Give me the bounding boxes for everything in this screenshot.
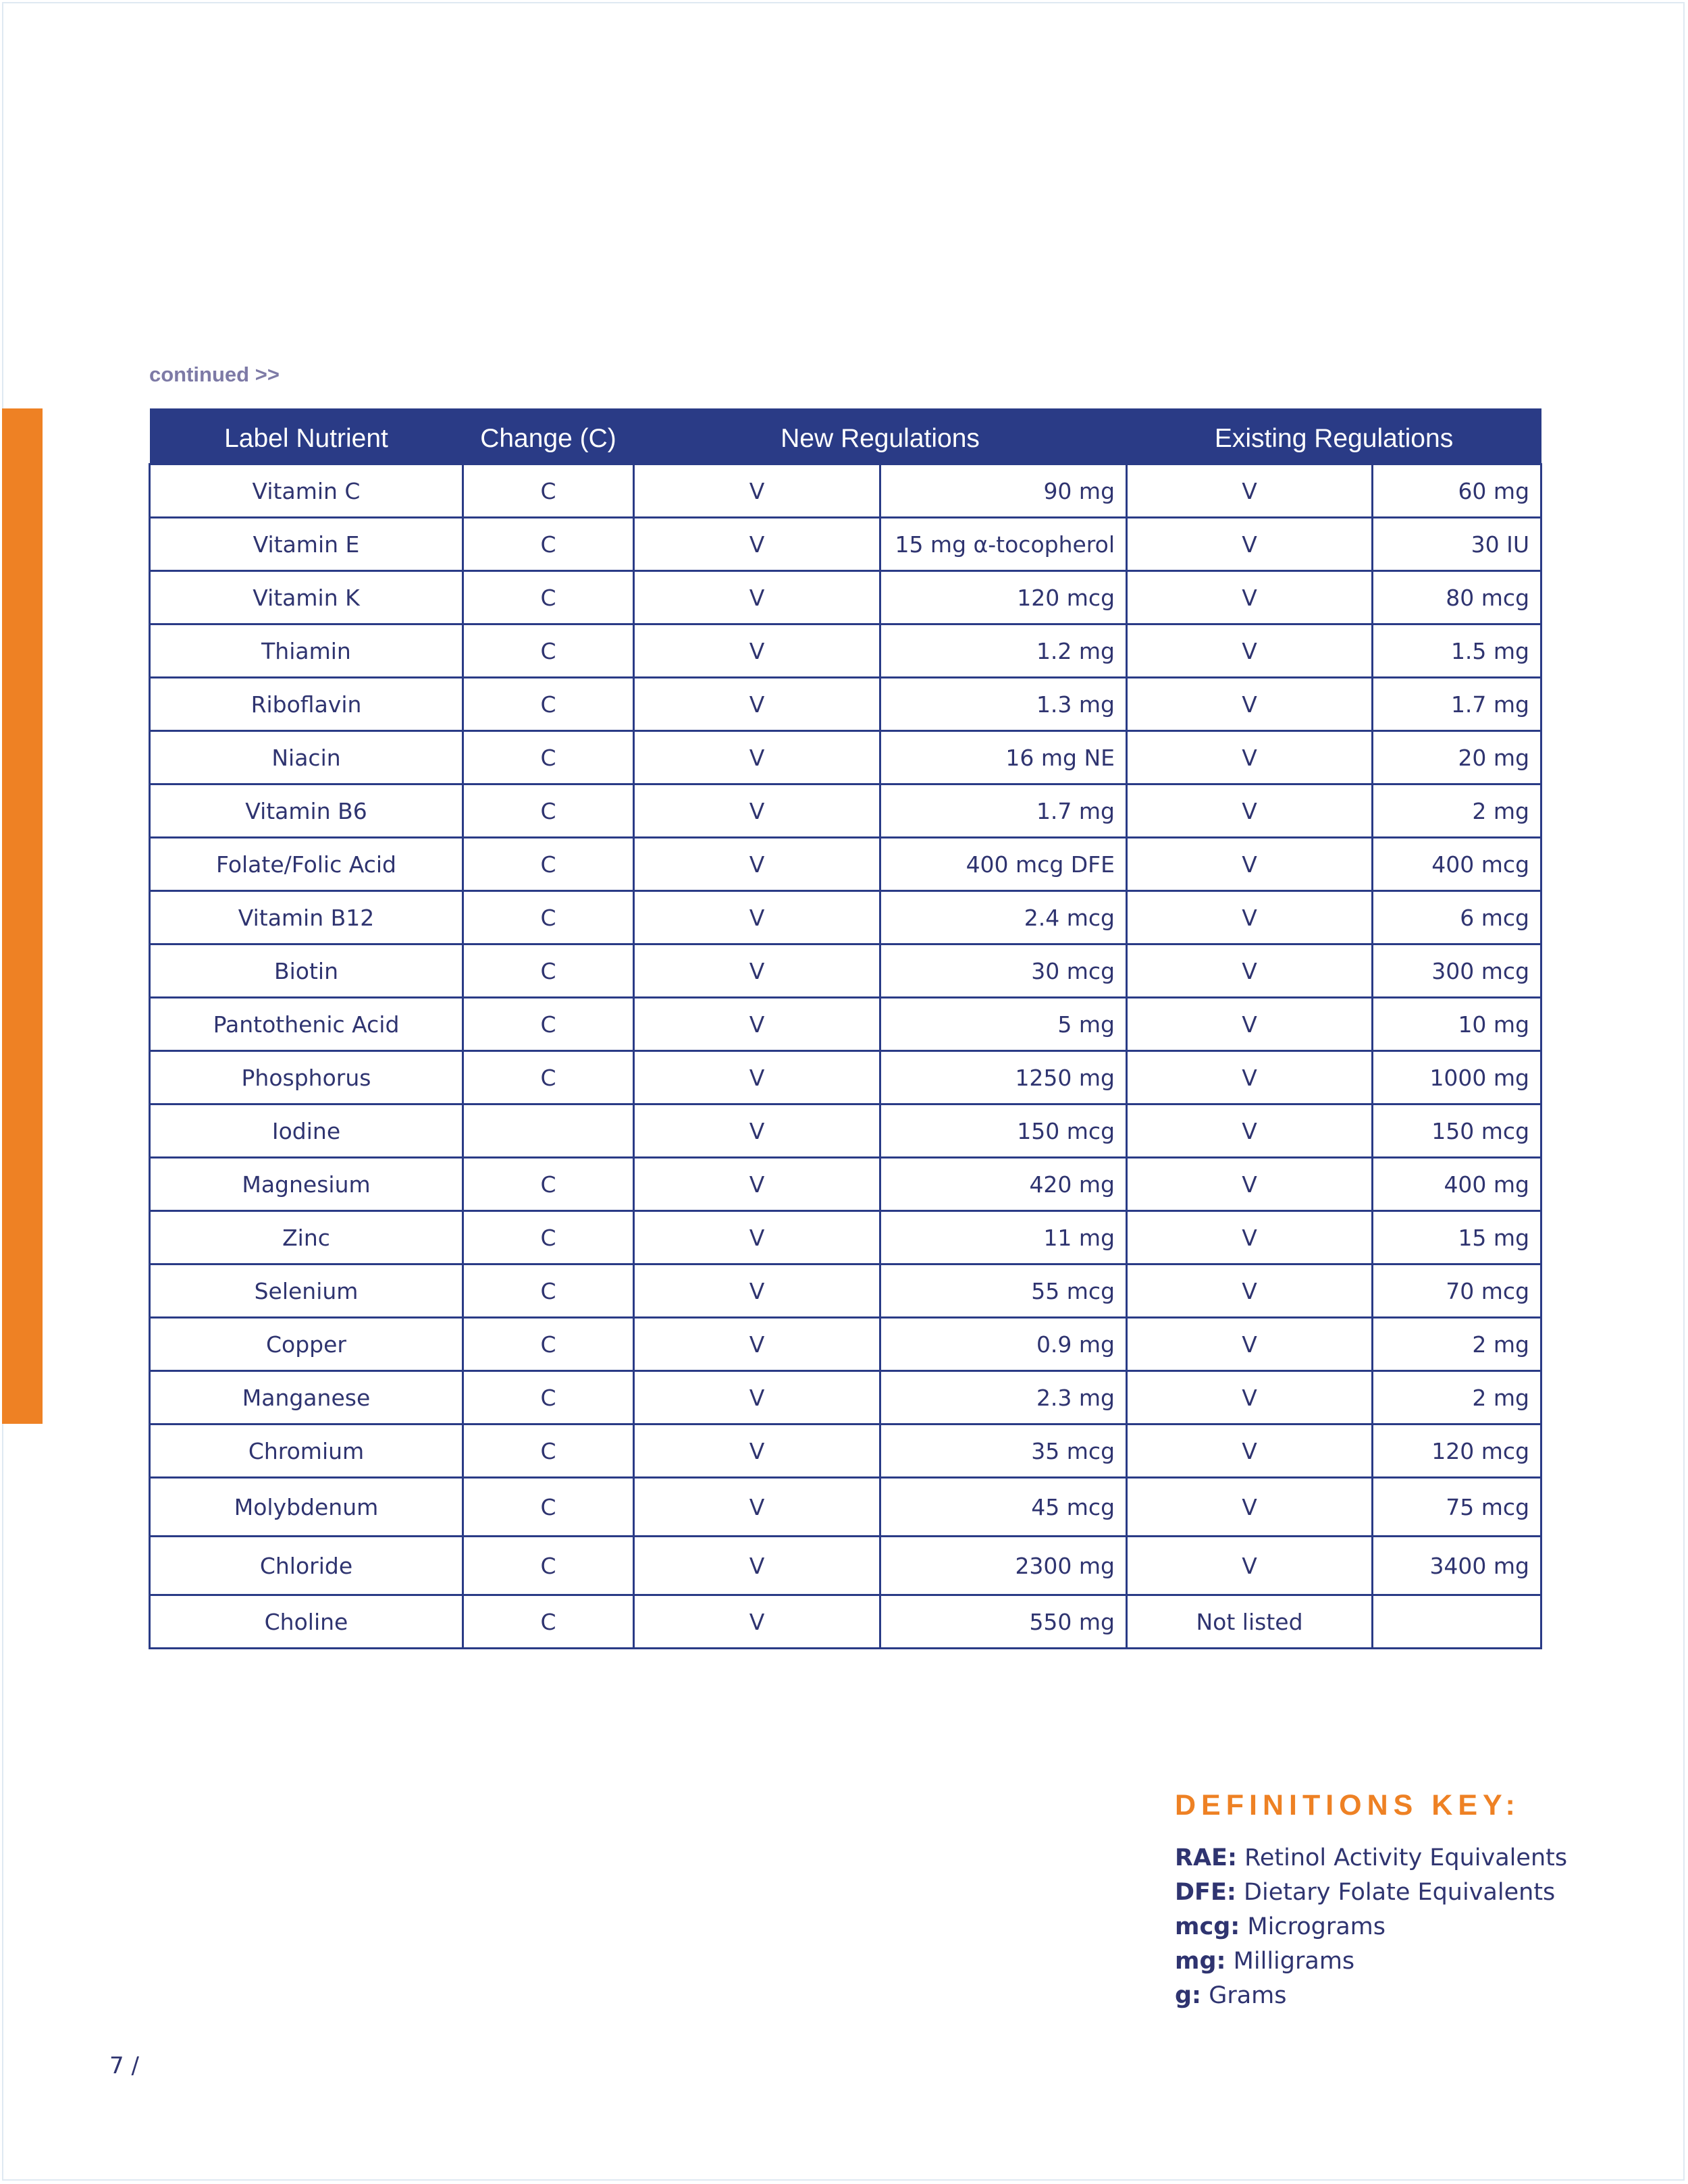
cell-change: C [463, 1595, 634, 1649]
cell-new-amount: 1.3 mg [880, 678, 1127, 731]
definition-meaning: Milligrams [1233, 1948, 1355, 1975]
cell-existing-amount: 400 mg [1373, 1158, 1541, 1211]
cell-change: C [463, 731, 634, 784]
definition-item [1175, 1944, 1567, 1979]
cell-existing-mark: V [1127, 891, 1373, 944]
cell-nutrient: Magnesium [150, 1158, 463, 1211]
cell-change: C [463, 891, 634, 944]
cell-nutrient: Vitamin E [150, 518, 463, 571]
orange-side-bar [2, 408, 43, 1424]
table-row [150, 1264, 1541, 1318]
continued-label: continued >> [149, 363, 280, 386]
cell-change: C [463, 518, 634, 571]
table-header-row [150, 410, 1541, 464]
cell-change: C [463, 998, 634, 1051]
cell-existing-mark: V [1127, 838, 1373, 891]
cell-existing-amount: 15 mg [1373, 1211, 1541, 1264]
cell-existing-mark: V [1127, 678, 1373, 731]
cell-new-mark: V [634, 731, 880, 784]
cell-nutrient: Vitamin B6 [150, 784, 463, 838]
table-row [150, 1051, 1541, 1104]
header-label-nutrient: Label Nutrient [150, 410, 463, 464]
cell-existing-mark: V [1127, 1051, 1373, 1104]
definition-meaning: Micrograms [1247, 1913, 1386, 1940]
cell-change: C [463, 678, 634, 731]
cell-change: C [463, 1211, 634, 1264]
definition-item [1175, 1875, 1567, 1910]
cell-existing-amount: 1000 mg [1373, 1051, 1541, 1104]
table-row [150, 1424, 1541, 1478]
cell-existing-mark: V [1127, 571, 1373, 624]
cell-nutrient: Phosphorus [150, 1051, 463, 1104]
cell-existing-amount: 2 mg [1373, 1318, 1541, 1371]
cell-new-mark: V [634, 891, 880, 944]
cell-new-mark: V [634, 1211, 880, 1264]
cell-new-amount: 35 mcg [880, 1424, 1127, 1478]
cell-existing-amount: 2 mg [1373, 1371, 1541, 1424]
definition-meaning: Retinol Activity Equivalents [1244, 1844, 1568, 1871]
definition-abbr: mcg: [1175, 1913, 1240, 1940]
cell-change: C [463, 1537, 634, 1595]
cell-new-amount: 5 mg [880, 998, 1127, 1051]
nutrient-table [149, 408, 1542, 1649]
cell-new-mark: V [634, 944, 880, 998]
table-row [150, 1104, 1541, 1158]
cell-existing-mark: V [1127, 1318, 1373, 1371]
cell-new-amount: 2.3 mg [880, 1371, 1127, 1424]
table-row [150, 1211, 1541, 1264]
definitions-key [1175, 1789, 1567, 2013]
table-row [150, 518, 1541, 571]
cell-nutrient: Manganese [150, 1371, 463, 1424]
cell-change: C [463, 1264, 634, 1318]
cell-existing-mark: V [1127, 1537, 1373, 1595]
cell-change: C [463, 838, 634, 891]
cell-nutrient: Vitamin B12 [150, 891, 463, 944]
cell-new-mark: V [634, 998, 880, 1051]
definition-item [1175, 1910, 1567, 1944]
cell-existing-mark: V [1127, 998, 1373, 1051]
cell-new-amount: 45 mcg [880, 1478, 1127, 1537]
table-row [150, 1318, 1541, 1371]
cell-new-mark: V [634, 678, 880, 731]
table-row [150, 1537, 1541, 1595]
cell-new-amount: 2300 mg [880, 1537, 1127, 1595]
table-row [150, 571, 1541, 624]
cell-new-amount: 1250 mg [880, 1051, 1127, 1104]
cell-existing-amount: 150 mcg [1373, 1104, 1541, 1158]
cell-existing-amount: 30 IU [1373, 518, 1541, 571]
cell-new-mark: V [634, 1537, 880, 1595]
cell-new-amount: 400 mcg DFE [880, 838, 1127, 891]
definition-meaning: Grams [1209, 1982, 1287, 2009]
cell-new-amount: 90 mg [880, 464, 1127, 518]
definitions-list [1175, 1841, 1567, 2013]
cell-new-mark: V [634, 1478, 880, 1537]
cell-new-mark: V [634, 1318, 880, 1371]
cell-new-mark: V [634, 571, 880, 624]
table-row [150, 731, 1541, 784]
cell-nutrient: Pantothenic Acid [150, 998, 463, 1051]
cell-existing-amount: 80 mcg [1373, 571, 1541, 624]
cell-nutrient: Chromium [150, 1424, 463, 1478]
cell-existing-amount: 70 mcg [1373, 1264, 1541, 1318]
cell-existing-mark: V [1127, 1371, 1373, 1424]
cell-existing-mark: V [1127, 624, 1373, 678]
table-body [150, 464, 1541, 1649]
cell-new-amount: 150 mcg [880, 1104, 1127, 1158]
cell-new-mark: V [634, 1264, 880, 1318]
page-number: 7 / [109, 2052, 139, 2079]
table-row [150, 944, 1541, 998]
cell-nutrient: Folate/Folic Acid [150, 838, 463, 891]
cell-existing-mark: Not listed [1127, 1595, 1373, 1649]
cell-change: C [463, 944, 634, 998]
cell-existing-amount: 3400 mg [1373, 1537, 1541, 1595]
cell-new-amount: 55 mcg [880, 1264, 1127, 1318]
table-row [150, 1371, 1541, 1424]
definition-item [1175, 1841, 1567, 1875]
cell-existing-amount: 300 mcg [1373, 944, 1541, 998]
cell-new-amount: 550 mg [880, 1595, 1127, 1649]
cell-existing-mark: V [1127, 1104, 1373, 1158]
cell-nutrient: Zinc [150, 1211, 463, 1264]
cell-existing-mark: V [1127, 944, 1373, 998]
definition-abbr: RAE: [1175, 1844, 1237, 1871]
table-row [150, 464, 1541, 518]
definition-abbr: g: [1175, 1982, 1202, 2009]
cell-existing-mark: V [1127, 1211, 1373, 1264]
cell-new-mark: V [634, 1595, 880, 1649]
cell-nutrient: Biotin [150, 944, 463, 998]
table-row [150, 1158, 1541, 1211]
cell-change: C [463, 1424, 634, 1478]
cell-nutrient: Copper [150, 1318, 463, 1371]
cell-existing-amount: 1.5 mg [1373, 624, 1541, 678]
cell-nutrient: Thiamin [150, 624, 463, 678]
table-row [150, 784, 1541, 838]
table-row [150, 838, 1541, 891]
cell-nutrient: Chloride [150, 1537, 463, 1595]
cell-new-amount: 120 mcg [880, 571, 1127, 624]
cell-existing-mark: V [1127, 1478, 1373, 1537]
definition-item [1175, 1979, 1567, 2013]
cell-new-amount: 15 mg α-tocopherol [880, 518, 1127, 571]
table-row [150, 624, 1541, 678]
cell-existing-amount: 60 mg [1373, 464, 1541, 518]
table-row [150, 1478, 1541, 1537]
cell-existing-mark: V [1127, 784, 1373, 838]
header-new-regulations: New Regulations [634, 410, 1127, 464]
cell-new-mark: V [634, 784, 880, 838]
cell-existing-mark: V [1127, 464, 1373, 518]
cell-new-mark: V [634, 1104, 880, 1158]
cell-existing-mark: V [1127, 1264, 1373, 1318]
cell-change: C [463, 1318, 634, 1371]
cell-new-mark: V [634, 1158, 880, 1211]
cell-change: C [463, 624, 634, 678]
cell-existing-amount: 6 mcg [1373, 891, 1541, 944]
cell-existing-amount: 120 mcg [1373, 1424, 1541, 1478]
cell-new-mark: V [634, 1051, 880, 1104]
cell-existing-amount: 20 mg [1373, 731, 1541, 784]
cell-nutrient: Molybdenum [150, 1478, 463, 1537]
cell-nutrient: Riboflavin [150, 678, 463, 731]
cell-change: C [463, 784, 634, 838]
definition-meaning: Dietary Folate Equivalents [1244, 1879, 1556, 1906]
cell-existing-amount: 400 mcg [1373, 838, 1541, 891]
cell-nutrient: Choline [150, 1595, 463, 1649]
cell-nutrient: Niacin [150, 731, 463, 784]
cell-change: C [463, 1478, 634, 1537]
cell-new-amount: 11 mg [880, 1211, 1127, 1264]
cell-existing-amount: 2 mg [1373, 784, 1541, 838]
cell-existing-mark: V [1127, 731, 1373, 784]
definition-abbr: DFE: [1175, 1879, 1236, 1906]
cell-new-amount: 1.2 mg [880, 624, 1127, 678]
cell-existing-mark: V [1127, 518, 1373, 571]
cell-nutrient: Iodine [150, 1104, 463, 1158]
cell-change [463, 1104, 634, 1158]
cell-new-mark: V [634, 1371, 880, 1424]
cell-change: C [463, 1051, 634, 1104]
cell-new-amount: 1.7 mg [880, 784, 1127, 838]
table-row [150, 1595, 1541, 1649]
cell-new-amount: 2.4 mcg [880, 891, 1127, 944]
cell-existing-mark: V [1127, 1158, 1373, 1211]
table-row [150, 891, 1541, 944]
cell-new-amount: 16 mg NE [880, 731, 1127, 784]
cell-new-mark: V [634, 464, 880, 518]
cell-existing-amount [1373, 1595, 1541, 1649]
cell-change: C [463, 571, 634, 624]
cell-new-mark: V [634, 624, 880, 678]
cell-change: C [463, 1158, 634, 1211]
definitions-title: DEFINITIONS KEY: [1175, 1789, 1521, 1821]
table-row [150, 678, 1541, 731]
cell-new-mark: V [634, 838, 880, 891]
cell-existing-amount: 1.7 mg [1373, 678, 1541, 731]
cell-new-mark: V [634, 518, 880, 571]
cell-new-amount: 420 mg [880, 1158, 1127, 1211]
cell-existing-amount: 10 mg [1373, 998, 1541, 1051]
header-existing-regulations: Existing Regulations [1127, 410, 1541, 464]
header-change: Change (C) [463, 410, 634, 464]
cell-existing-amount: 75 mcg [1373, 1478, 1541, 1537]
cell-change: C [463, 1371, 634, 1424]
definition-abbr: mg: [1175, 1948, 1226, 1975]
cell-nutrient: Vitamin C [150, 464, 463, 518]
cell-nutrient: Vitamin K [150, 571, 463, 624]
cell-new-amount: 0.9 mg [880, 1318, 1127, 1371]
cell-new-mark: V [634, 1424, 880, 1478]
table-row [150, 998, 1541, 1051]
cell-new-amount: 30 mcg [880, 944, 1127, 998]
cell-nutrient: Selenium [150, 1264, 463, 1318]
cell-change: C [463, 464, 634, 518]
cell-existing-mark: V [1127, 1424, 1373, 1478]
